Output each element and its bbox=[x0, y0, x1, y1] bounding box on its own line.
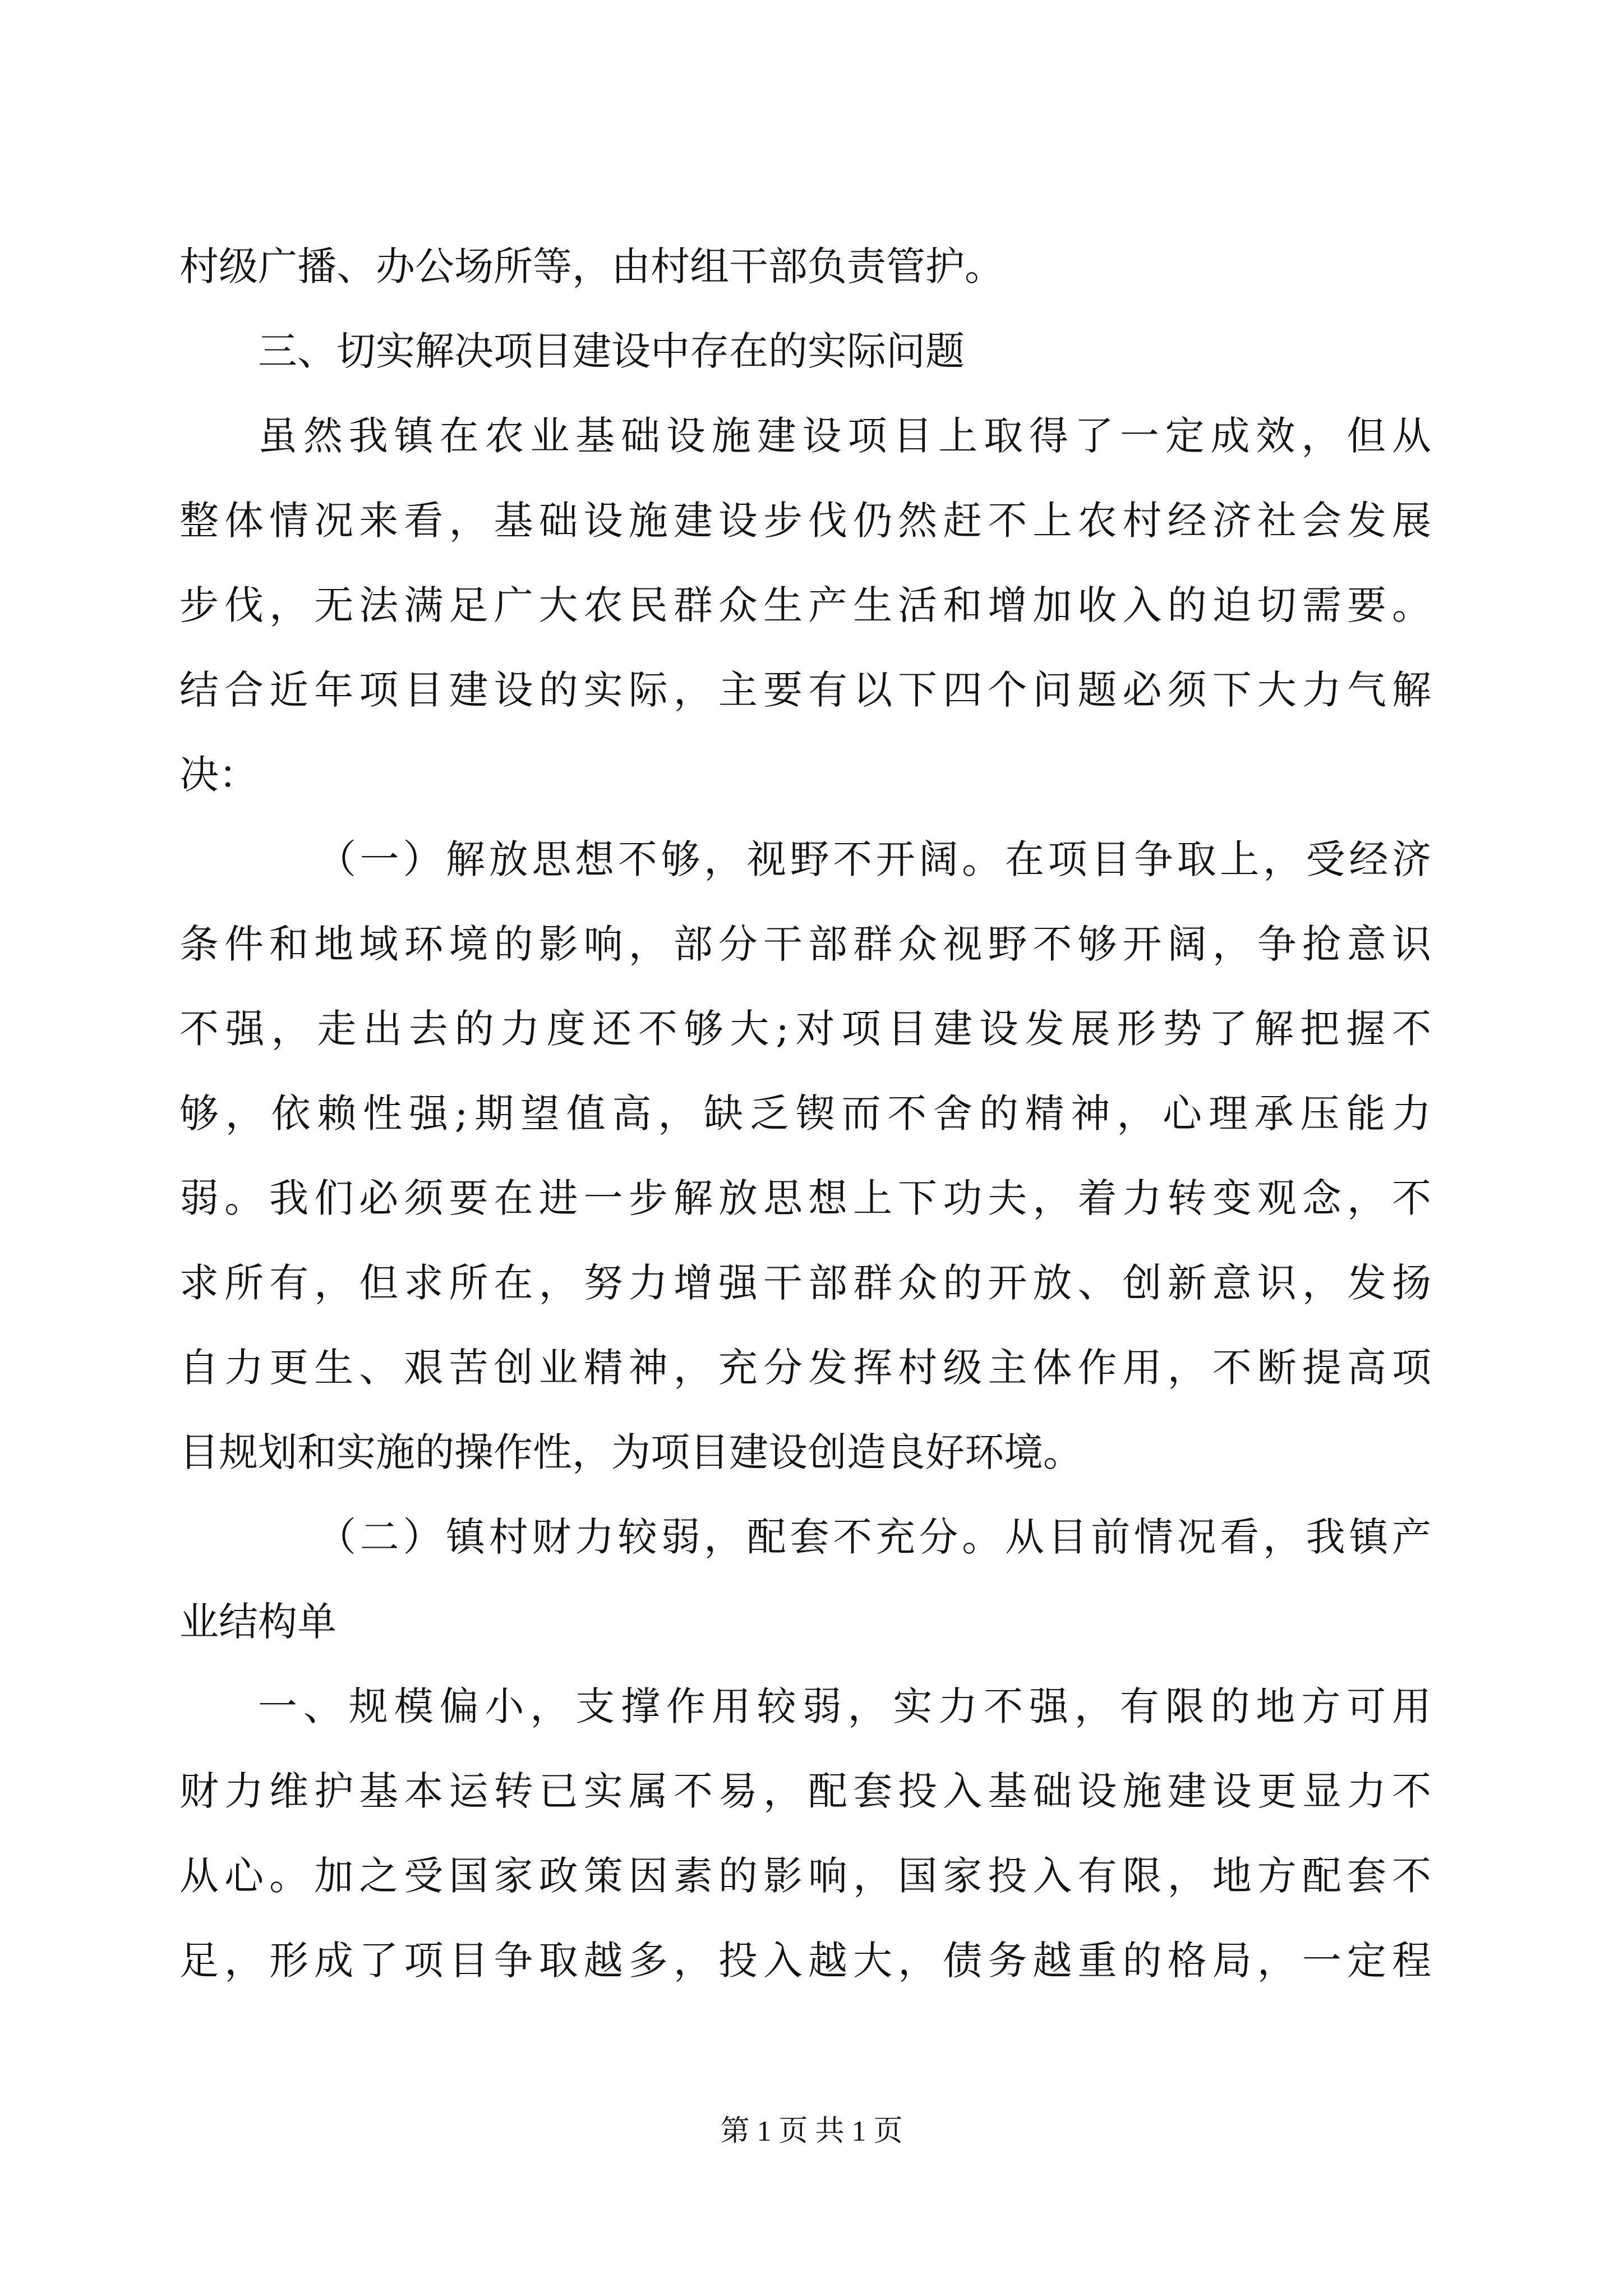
paragraph-line: 村级广播、办公场所等，由村组干部负责管护。 bbox=[179, 243, 1004, 289]
section-heading: 三、切实解决项目建设中存在的实际问题 bbox=[258, 328, 965, 374]
paragraph-line: 条件和地域环境的影响，部分干部群众视野不够开阔，争抢意识 bbox=[179, 921, 1431, 967]
paragraph-line: 结合近年项目建设的实际，主要有以下四个问题必须下大力气解 bbox=[179, 667, 1431, 713]
paragraph-line: 财力维护基本运转已实属不易，配套投入基础设施建设更显力不 bbox=[179, 1768, 1431, 1814]
paragraph-line: 不强，走出去的力度还不够大;对项目建设发展形势了解把握不 bbox=[179, 1006, 1431, 1052]
paragraph-line: 够，依赖性强;期望值高，缺乏锲而不舍的精神，心理承压能力 bbox=[179, 1091, 1431, 1137]
subsection-heading: （二）镇村财力较弱，配套不充分。从目前情况看，我镇产 bbox=[317, 1514, 1431, 1560]
paragraph-line: 一、规模偏小，支撑作用较弱，实力不强，有限的地方可用 bbox=[258, 1683, 1431, 1729]
paragraph-line: 自力更生、艰苦创业精神，充分发挥村级主体作用，不断提高项 bbox=[179, 1345, 1431, 1391]
subsection-heading: （一）解放思想不够，视野不开阔。在项目争取上，受经济 bbox=[317, 836, 1431, 882]
paragraph-line: 从心。加之受国家政策因素的影响，国家投入有限，地方配套不 bbox=[179, 1853, 1431, 1899]
paragraph-line: 目规划和实施的操作性，为项目建设创造良好环境。 bbox=[179, 1429, 1082, 1475]
paragraph-line: 决： bbox=[179, 752, 258, 798]
paragraph-line: 虽然我镇在农业基础设施建设项目上取得了一定成效，但从 bbox=[258, 413, 1431, 459]
paragraph-line: 业结构单 bbox=[179, 1599, 336, 1645]
paragraph-line: 步伐，无法满足广大农民群众生产生活和增加收入的迫切需要。 bbox=[179, 582, 1431, 628]
paragraph-line: 弱。我们必须要在进一步解放思想上下功夫，着力转变观念，不 bbox=[179, 1175, 1431, 1221]
page-number-footer: 第 1 页 共 1 页 bbox=[720, 2115, 903, 2147]
paragraph-line: 整体情况来看，基础设施建设步伐仍然赶不上农村经济社会发展 bbox=[179, 498, 1431, 544]
document-body bbox=[179, 224, 1431, 2003]
paragraph-line: 足，形成了项目争取越多，投入越大，债务越重的格局，一定程 bbox=[179, 1938, 1431, 1984]
paragraph-line: 求所有，但求所在，努力增强干部群众的开放、创新意识，发扬 bbox=[179, 1260, 1431, 1306]
